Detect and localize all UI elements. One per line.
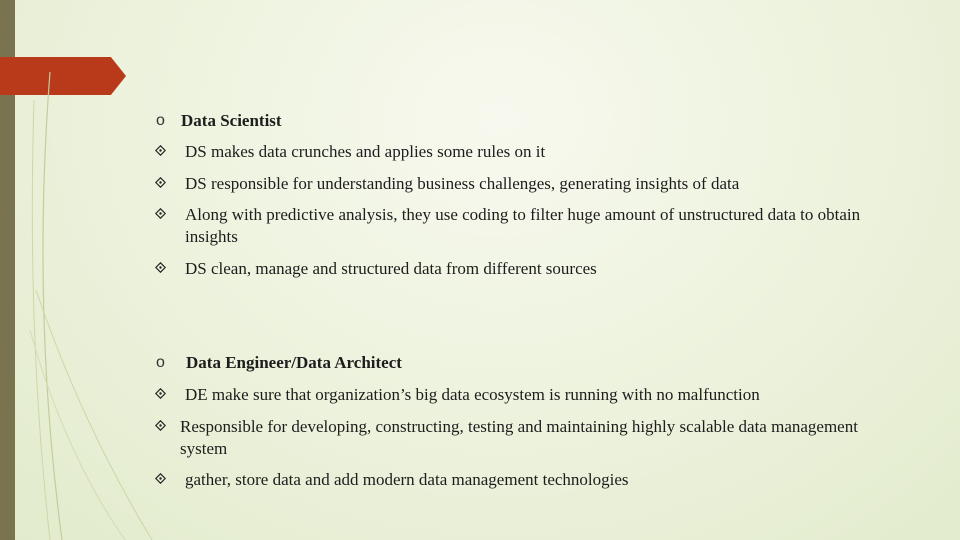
circle-bullet-icon: o — [156, 112, 165, 129]
list-item — [155, 258, 875, 280]
list-item — [155, 416, 870, 460]
bullet-text: gather, store data and add modern data management technologies — [185, 470, 629, 489]
diamond-icon — [155, 469, 180, 491]
diamond-icon — [155, 173, 180, 195]
section-heading-data-scientist — [155, 110, 871, 132]
list-item — [155, 384, 875, 406]
section-heading-text: Data Scientist — [181, 111, 282, 130]
list-item — [155, 469, 875, 491]
bullet-text: DS responsible for understanding business challenges, generating insights of data — [185, 174, 740, 193]
list-item — [155, 141, 875, 163]
diamond-icon — [155, 204, 180, 248]
diamond-icon — [155, 258, 180, 280]
bullet-text: Along with predictive analysis, they use coding to filter huge amount of unstructured data to obtain insights — [185, 205, 861, 246]
circle-bullet-icon: o — [156, 354, 165, 371]
diamond-icon — [155, 141, 180, 163]
diamond-icon — [155, 416, 180, 460]
decorative-lines — [0, 0, 160, 540]
list-item — [155, 173, 875, 195]
bullet-text: Responsible for developing, constructing, testing and maintaining highly scalable data management system — [180, 417, 858, 458]
section-heading-text: Data Engineer/Data Architect — [186, 353, 402, 372]
section-heading-data-engineer — [155, 352, 876, 374]
bullet-text: DS clean, manage and structured data from different sources — [185, 259, 597, 278]
bullet-text: DS makes data crunches and applies some rules on it — [185, 142, 546, 161]
bullet-text: DE make sure that organization’s big data ecosystem is running with no malfunction — [185, 385, 760, 404]
diamond-icon — [155, 384, 180, 406]
list-item — [155, 204, 875, 248]
